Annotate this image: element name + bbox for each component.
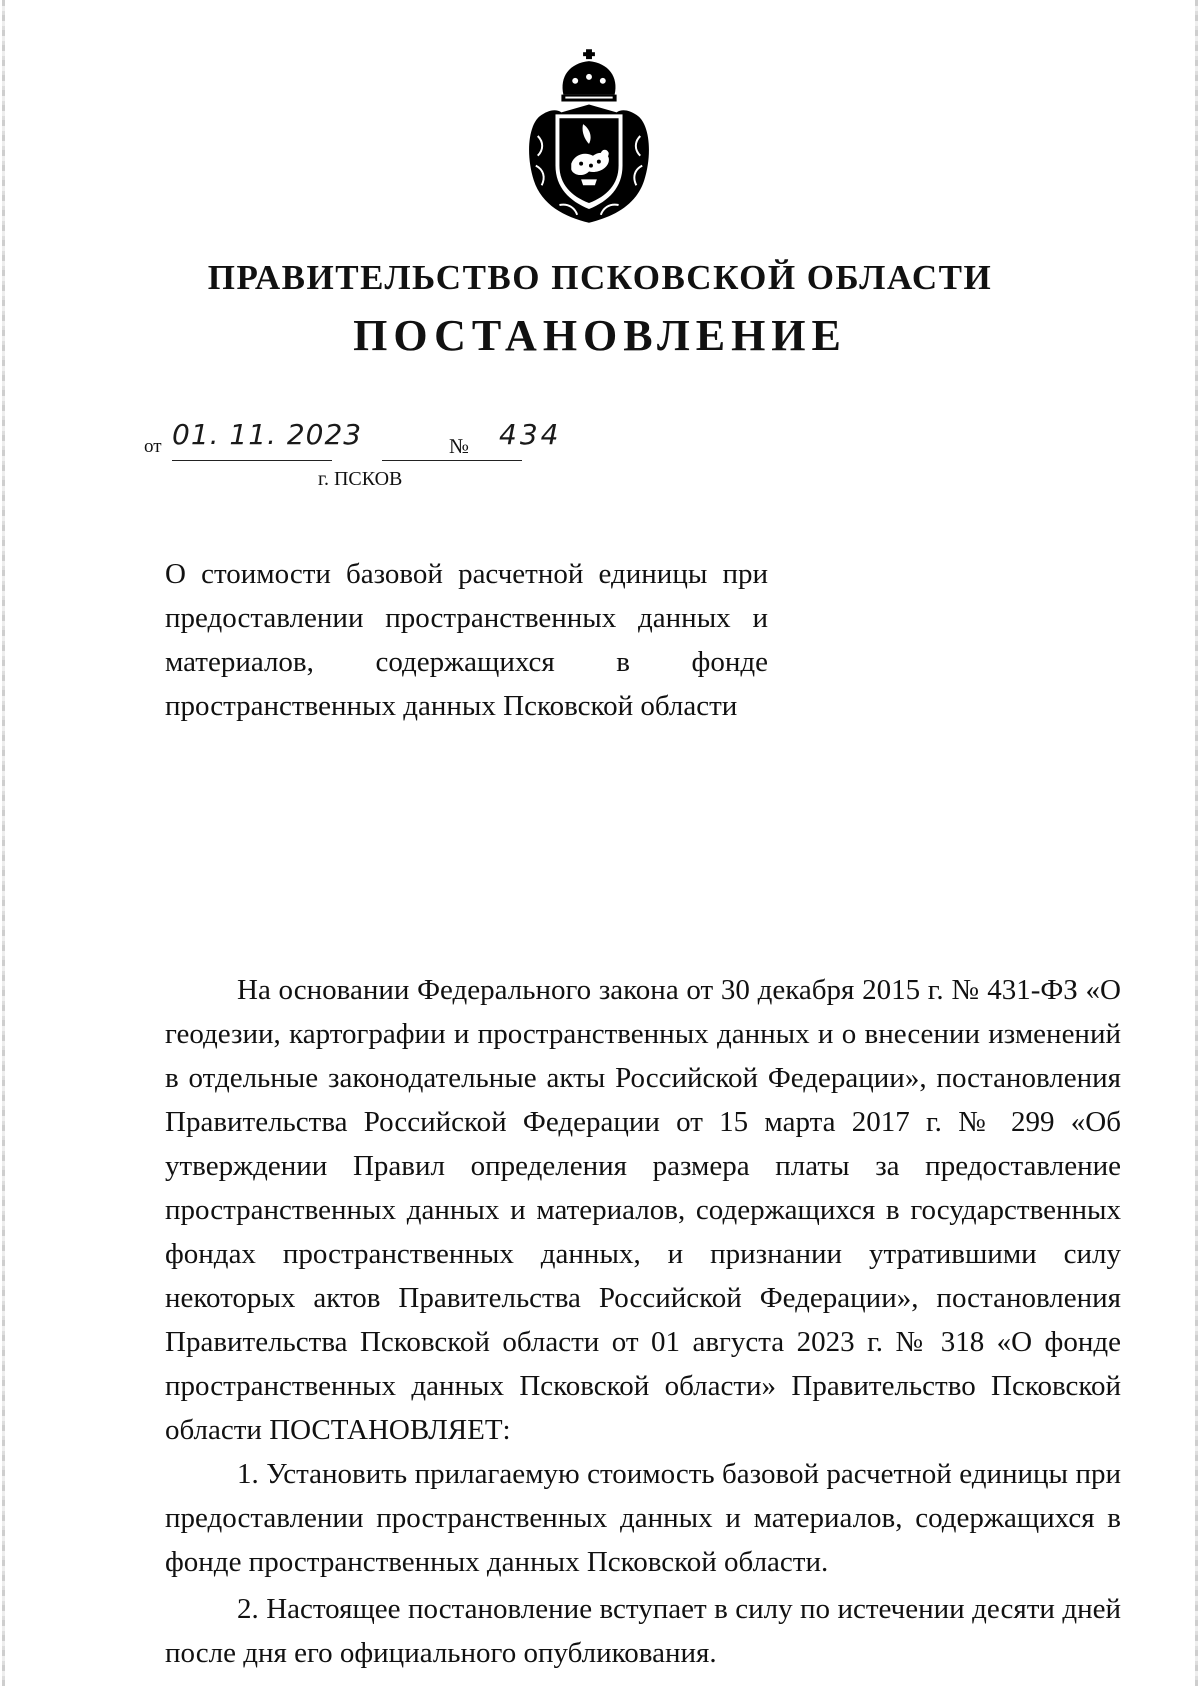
item-1-paragraph: 1. Установить прилагаемую стоимость базовой расчетной единицы при предоставлении пространственных данных и материалов, содержащихся в фонде пространственных данных Псковской области. (165, 1458, 1121, 1578)
scan-edge-right (1195, 0, 1198, 1686)
document-type-title: ПОСТАНОВЛЕНИЕ (353, 311, 847, 360)
document-body (165, 968, 1121, 1675)
registration-line (144, 418, 562, 458)
coat-of-arms-icon (520, 46, 658, 226)
number-underline (382, 460, 522, 461)
scan-edge-left (2, 0, 5, 1686)
document-number: 434 (499, 418, 562, 451)
document-subject: О стоимости базовой расчетной единицы при предоставлении пространственных данных и материалов, содержащихся в фонде пространственных данных Псковской области (165, 558, 768, 722)
organization-name: ПРАВИТЕЛЬСТВО ПСКОВСКОЙ ОБЛАСТИ (207, 258, 993, 297)
item-2-paragraph: 2. Настоящее постановление вступает в силу по истечении десяти дней после дня его официального опубликования. (165, 1593, 1121, 1669)
number-label: № (449, 434, 470, 458)
city-name: г. ПСКОВ (318, 468, 403, 490)
preamble-paragraph: На основании Федерального закона от 30 декабря 2015 г. № 431-ФЗ «О геодезии, картографии и пространственных данных и о внесении изменений в отдельные законодательные акты Российской Федерации», постановления Правительства Российской Федерации от 15 марта 2017 г. № 299 «Об утверждении Правил определения размера платы за предоставление пространственных данных и материалов, содержащихся в государственных фондах пространственных данных, и признании утратившими силу некоторых актов Правительства Российской Федерации», постановления Правительства Псковской области от 01 августа 2023 г. № 318 «О фонде пространственных данных Псковской области» Правительство Псковской области ПОСТАНОВЛЯЕТ: (165, 974, 1121, 1446)
date-prefix: от (144, 436, 162, 457)
date-underline (172, 460, 332, 461)
document-date: 01. 11. 2023 (172, 418, 363, 451)
